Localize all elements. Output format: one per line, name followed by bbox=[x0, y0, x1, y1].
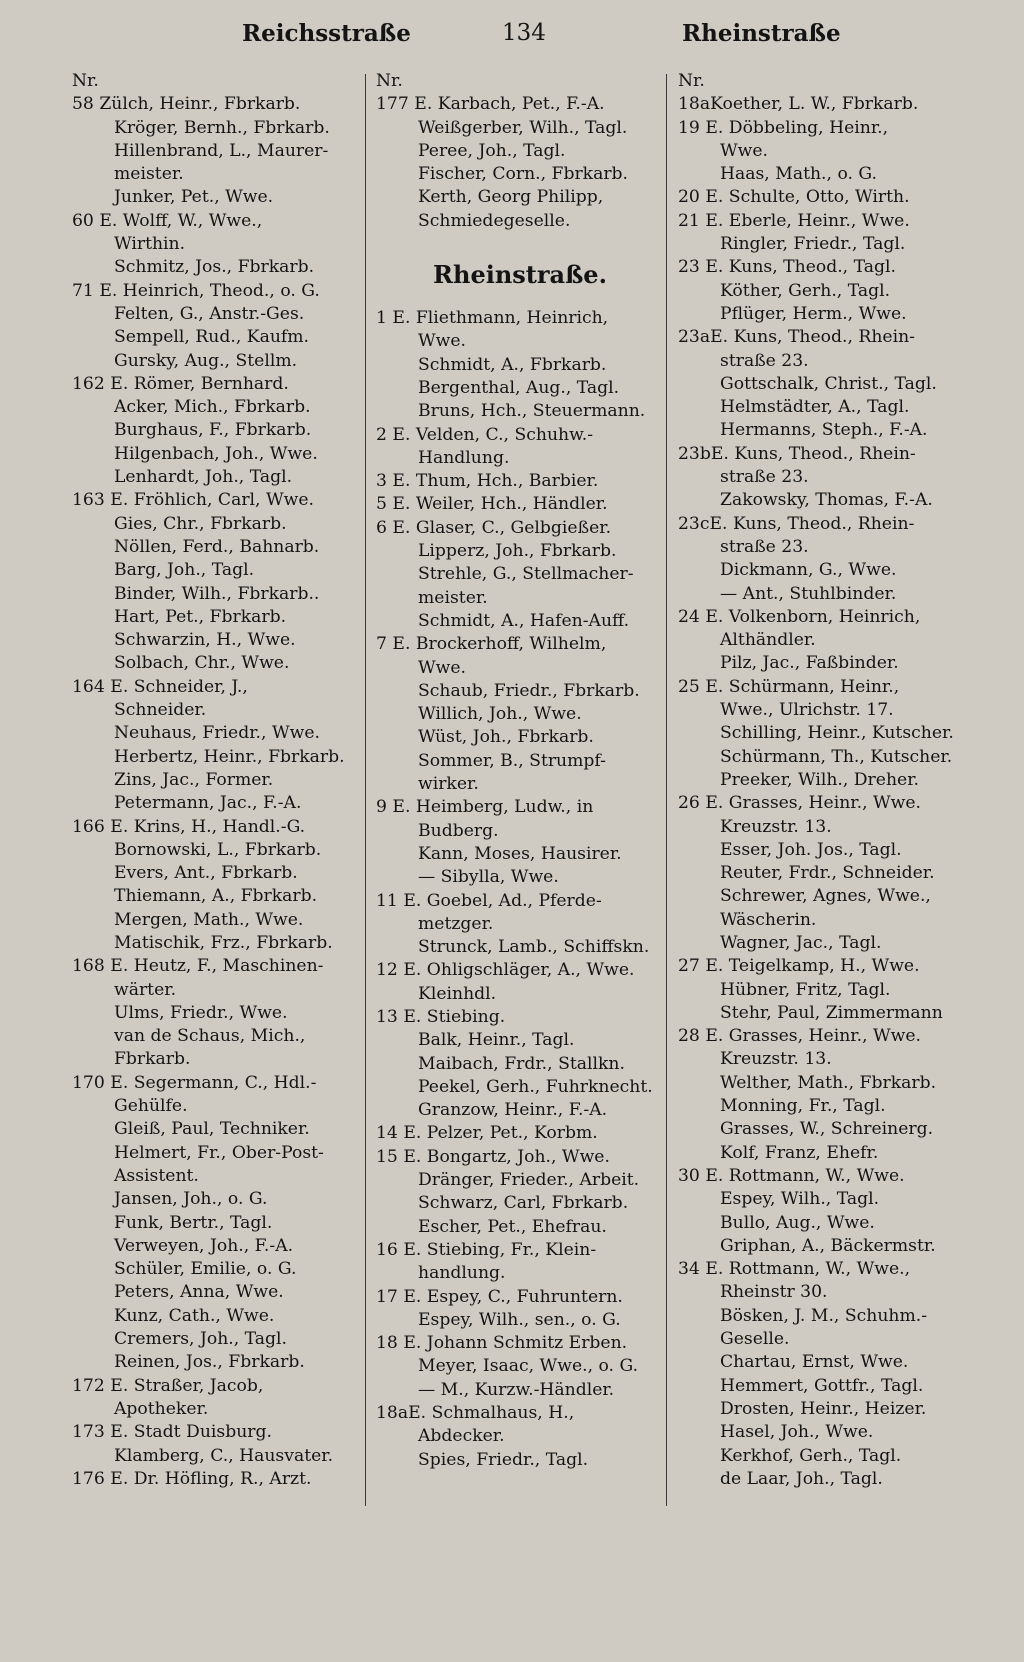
directory-entry: Granzow, Heinr., F.-A. bbox=[418, 1100, 608, 1121]
directory-entry: Sempell, Rud., Kaufm. bbox=[114, 327, 310, 348]
directory-entry: 18aKoether, L. W., Fbrkarb. bbox=[678, 94, 919, 115]
directory-entry: Weißgerber, Wilh., Tagl. bbox=[418, 117, 628, 138]
directory-entry: Bösken, J. M., Schuhm.- bbox=[720, 1305, 928, 1326]
directory-entry: Kann, Moses, Hausirer. bbox=[418, 843, 622, 864]
directory-entry: wirker. bbox=[418, 774, 479, 795]
directory-entry: Stehr, Paul, Zimmermann bbox=[720, 1002, 943, 1023]
directory-entry: Grasses, W., Schreinerg. bbox=[720, 1119, 934, 1140]
directory-entry: Funk, Bertr., Tagl. bbox=[114, 1212, 273, 1233]
directory-entry: Balk, Heinr., Tagl. bbox=[418, 1030, 575, 1051]
directory-entry: Escher, Pet., Ehefrau. bbox=[418, 1216, 607, 1237]
directory-entry: Zakowsky, Thomas, F.-A. bbox=[720, 490, 933, 511]
directory-entry: Nr. bbox=[376, 71, 403, 91]
directory-entry: Neuhaus, Friedr., Wwe. bbox=[114, 723, 320, 744]
directory-entry: Burghaus, F., Fbrkarb. bbox=[114, 420, 312, 441]
directory-entry: 60 E. Wolff, W., Wwe., bbox=[72, 210, 263, 231]
directory-entry: 163 E. Fröhlich, Carl, Wwe. bbox=[72, 490, 314, 511]
directory-entry: 16 E. Stiebing, Fr., Klein- bbox=[376, 1239, 597, 1260]
directory-entry: Schneider. bbox=[114, 700, 207, 721]
directory-entry: 17 E. Espey, C., Fuhruntern. bbox=[376, 1286, 623, 1307]
directory-entry: Gleiß, Paul, Techniker. bbox=[114, 1119, 310, 1140]
directory-entry: Strehle, G., Stellmacher- bbox=[418, 564, 634, 585]
directory-entry: Wirthin. bbox=[114, 234, 186, 255]
directory-entry: Barg, Joh., Tagl. bbox=[114, 560, 255, 581]
directory-entry: Nr. bbox=[678, 71, 705, 91]
directory-entry: 7 E. Brockerhoff, Wilhelm, bbox=[376, 634, 607, 655]
directory-entry: van de Schaus, Mich., bbox=[114, 1026, 306, 1047]
directory-entry: Schwarzin, H., Wwe. bbox=[114, 630, 296, 651]
directory-entry: Kröger, Bernh., Fbrkarb. bbox=[114, 117, 330, 138]
directory-entry: 177 E. Karbach, Pet., F.-A. bbox=[376, 94, 605, 115]
directory-entry: straße 23. bbox=[720, 350, 809, 371]
directory-entry: — Ant., Stuhlbinder. bbox=[720, 583, 897, 604]
directory-entry: Evers, Ant., Fbrkarb. bbox=[114, 863, 298, 884]
directory-entry: Schmitz, Jos., Fbrkarb. bbox=[114, 257, 315, 278]
directory-entry: 18 E. Johann Schmitz Erben. bbox=[376, 1333, 628, 1354]
column-divider-left bbox=[365, 74, 366, 1506]
directory-entry: Matischik, Frz., Fbrkarb. bbox=[114, 932, 333, 953]
directory-entry: Spies, Friedr., Tagl. bbox=[418, 1449, 589, 1470]
directory-entry: wärter. bbox=[114, 979, 177, 1000]
directory-entry: 58 Zülch, Heinr., Fbrkarb. bbox=[72, 94, 301, 115]
directory-entry: Wwe., Ulrichstr. 17. bbox=[720, 700, 894, 721]
directory-entry: meister. bbox=[418, 587, 488, 608]
directory-entry: Schmiedegeselle. bbox=[418, 210, 571, 231]
directory-entry: Dickmann, G., Wwe. bbox=[720, 560, 897, 581]
directory-entry: Bornowski, L., Fbrkarb. bbox=[114, 839, 322, 860]
directory-entry: straße 23. bbox=[720, 536, 809, 557]
directory-entry: Schilling, Heinr., Kutscher. bbox=[720, 723, 954, 744]
directory-entry: Gies, Chr., Fbrkarb. bbox=[114, 513, 287, 534]
directory-entry: Helmert, Fr., Ober-Post- bbox=[114, 1142, 324, 1163]
directory-entry: Köther, Gerh., Tagl. bbox=[720, 280, 891, 301]
directory-entry: 20 E. Schulte, Otto, Wirth. bbox=[678, 187, 910, 208]
directory-entry: Wäscherin. bbox=[720, 909, 817, 930]
directory-entry: — M., Kurzw.-Händler. bbox=[418, 1379, 615, 1400]
directory-entry: metzger. bbox=[418, 913, 494, 934]
directory-entry: 168 E. Heutz, F., Maschinen- bbox=[72, 956, 324, 977]
directory-entry: Fbrkarb. bbox=[114, 1049, 191, 1070]
directory-entry: 27 E. Teigelkamp, H., Wwe. bbox=[678, 956, 920, 977]
directory-entry: Abdecker. bbox=[418, 1426, 505, 1447]
directory-entry: Handlung. bbox=[418, 447, 510, 468]
directory-entry: Kreuzstr. 13. bbox=[720, 816, 832, 837]
column-2-bottom bbox=[376, 307, 664, 1472]
directory-entry: Hübner, Fritz, Tagl. bbox=[720, 979, 891, 1000]
directory-entry: 15 E. Bongartz, Joh., Wwe. bbox=[376, 1146, 610, 1167]
directory-entry: 19 E. Döbbeling, Heinr., bbox=[678, 117, 889, 138]
directory-entry: Nr. bbox=[72, 71, 99, 91]
directory-entry: Mergen, Math., Wwe. bbox=[114, 909, 304, 930]
directory-entry: — Sibylla, Wwe. bbox=[418, 867, 559, 888]
directory-entry: Solbach, Chr., Wwe. bbox=[114, 653, 290, 674]
directory-entry: 21 E. Eberle, Heinr., Wwe. bbox=[678, 210, 910, 231]
directory-entry: Schrewer, Agnes, Wwe., bbox=[720, 886, 931, 907]
directory-entry: Bruns, Hch., Steuermann. bbox=[418, 401, 646, 422]
directory-entry: Pilz, Jac., Faßbinder. bbox=[720, 653, 899, 674]
directory-entry: 24 E. Volkenborn, Heinrich, bbox=[678, 606, 921, 627]
directory-entry: 23cE. Kuns, Theod., Rhein- bbox=[678, 513, 915, 534]
directory-entry: Dränger, Frieder., Arbeit. bbox=[418, 1170, 640, 1191]
directory-entry: Kreuzstr. 13. bbox=[720, 1049, 832, 1070]
directory-entry: Binder, Wilh., Fbrkarb.. bbox=[114, 583, 320, 604]
directory-entry: Welther, Math., Fbrkarb. bbox=[720, 1072, 937, 1093]
directory-entry: 170 E. Segermann, C., Hdl.- bbox=[72, 1072, 317, 1093]
directory-entry: Haas, Math., o. G. bbox=[720, 164, 877, 185]
column-3 bbox=[678, 70, 968, 1491]
directory-entry: 172 E. Straßer, Jacob, bbox=[72, 1375, 264, 1396]
directory-entry: Hart, Pet., Fbrkarb. bbox=[114, 606, 287, 627]
directory-entry: straße 23. bbox=[720, 467, 809, 488]
directory-entry: Geselle. bbox=[720, 1329, 790, 1350]
directory-entry: Willich, Joh., Wwe. bbox=[418, 704, 582, 725]
directory-entry: Wwe. bbox=[418, 331, 467, 352]
directory-entry: 11 E. Goebel, Ad., Pferde- bbox=[376, 890, 602, 911]
directory-entry: Felten, G., Anstr.-Ges. bbox=[114, 303, 305, 324]
directory-entry: de Laar, Joh., Tagl. bbox=[720, 1468, 883, 1489]
street-heading: Rheinstraße. bbox=[433, 260, 607, 290]
column-1 bbox=[72, 70, 360, 1491]
directory-entry: Rheinstr 30. bbox=[720, 1282, 828, 1303]
directory-entry: 14 E. Pelzer, Pet., Korbm. bbox=[376, 1123, 598, 1144]
column-divider-right bbox=[666, 74, 667, 1506]
directory-entry: Kolf, Franz, Ehefr. bbox=[720, 1142, 879, 1163]
directory-entry: 28 E. Grasses, Heinr., Wwe. bbox=[678, 1026, 922, 1047]
directory-entry: Gehülfe. bbox=[114, 1096, 188, 1117]
directory-entry: Acker, Mich., Fbrkarb. bbox=[114, 397, 311, 418]
directory-entry: Monning, Fr., Tagl. bbox=[720, 1096, 886, 1117]
directory-entry: 13 E. Stiebing. bbox=[376, 1006, 506, 1027]
directory-entry: Peekel, Gerh., Fuhrknecht. bbox=[418, 1076, 653, 1097]
page-number: 134 bbox=[502, 20, 546, 46]
directory-entry: 6 E. Glaser, C., Gelbgießer. bbox=[376, 517, 612, 538]
directory-entry: Assistent. bbox=[114, 1165, 199, 1186]
directory-entry: 18aE. Schmalhaus, H., bbox=[376, 1403, 575, 1424]
directory-entry: Reinen, Jos., Fbrkarb. bbox=[114, 1352, 305, 1373]
directory-entry: Herbertz, Heinr., Fbrkarb. bbox=[114, 746, 345, 767]
directory-entry: 26 E. Grasses, Heinr., Wwe. bbox=[678, 793, 922, 814]
directory-entry: Esser, Joh. Jos., Tagl. bbox=[720, 839, 902, 860]
column-2 bbox=[376, 70, 664, 1472]
directory-entry: Sommer, B., Strumpf- bbox=[418, 750, 606, 771]
directory-entry: 5 E. Weiler, Hch., Händler. bbox=[376, 494, 608, 515]
directory-entry: 176 E. Dr. Höfling, R., Arzt. bbox=[72, 1468, 312, 1489]
directory-entry: handlung. bbox=[418, 1263, 506, 1284]
directory-entry: meister. bbox=[114, 164, 184, 185]
directory-entry: 23bE. Kuns, Theod., Rhein- bbox=[678, 443, 916, 464]
directory-entry: Lenhardt, Joh., Tagl. bbox=[114, 467, 293, 488]
directory-entry: Peters, Anna, Wwe. bbox=[114, 1282, 284, 1303]
directory-entry: Espey, Wilh., Tagl. bbox=[720, 1189, 880, 1210]
directory-entry: Peree, Joh., Tagl. bbox=[418, 140, 566, 161]
directory-entry: Strunck, Lamb., Schiffskn. bbox=[418, 937, 650, 958]
directory-entry: 3 E. Thum, Hch., Barbier. bbox=[376, 471, 599, 492]
directory-entry: Ringler, Friedr., Tagl. bbox=[720, 234, 906, 255]
directory-entry: Pflüger, Herm., Wwe. bbox=[720, 303, 907, 324]
directory-entry: Jansen, Joh., o. G. bbox=[114, 1189, 268, 1210]
directory-entry: Bullo, Aug., Wwe. bbox=[720, 1212, 875, 1233]
directory-entry: Hasel, Joh., Wwe. bbox=[720, 1422, 874, 1443]
directory-entry: Zins, Jac., Former. bbox=[114, 769, 274, 790]
directory-entry: Gursky, Aug., Stellm. bbox=[114, 350, 298, 371]
directory-entry: Schmidt, A., Hafen-Auff. bbox=[418, 610, 630, 631]
directory-entry: Reuter, Frdr., Schneider. bbox=[720, 863, 935, 884]
directory-entry: Junker, Pet., Wwe. bbox=[114, 187, 274, 208]
directory-entry: Lipperz, Joh., Fbrkarb. bbox=[418, 541, 617, 562]
directory-entry: Chartau, Ernst, Wwe. bbox=[720, 1352, 909, 1373]
directory-entry: Kunz, Cath., Wwe. bbox=[114, 1305, 275, 1326]
directory-entry: Schmidt, A., Fbrkarb. bbox=[418, 354, 607, 375]
directory-entry: Kleinhdl. bbox=[418, 983, 497, 1004]
directory-entry: Ulms, Friedr., Wwe. bbox=[114, 1002, 288, 1023]
directory-entry: Helmstädter, A., Tagl. bbox=[720, 397, 910, 418]
directory-entry: Cremers, Joh., Tagl. bbox=[114, 1329, 288, 1350]
directory-entry: Wwe. bbox=[720, 140, 769, 161]
directory-entry: Preeker, Wilh., Dreher. bbox=[720, 769, 919, 790]
directory-entry: Gottschalk, Christ., Tagl. bbox=[720, 373, 937, 394]
directory-entry: 1 E. Fliethmann, Heinrich, bbox=[376, 308, 609, 329]
directory-entry: Espey, Wilh., sen., o. G. bbox=[418, 1309, 621, 1330]
directory-entry: Budberg. bbox=[418, 820, 499, 841]
header-street-right: Rheinstraße bbox=[682, 20, 841, 47]
directory-entry: Althändler. bbox=[720, 630, 816, 651]
directory-entry: Apotheker. bbox=[114, 1398, 209, 1419]
directory-entry: 173 E. Stadt Duisburg. bbox=[72, 1422, 272, 1443]
directory-entry: Kerth, Georg Philipp, bbox=[418, 187, 604, 208]
directory-entry: 12 E. Ohligschläger, A., Wwe. bbox=[376, 960, 635, 981]
directory-entry: Hilgenbach, Joh., Wwe. bbox=[114, 443, 318, 464]
directory-entry: Schürmann, Th., Kutscher. bbox=[720, 746, 953, 767]
directory-entry: 9 E. Heimberg, Ludw., in bbox=[376, 797, 594, 818]
directory-entry: Hermanns, Steph., F.-A. bbox=[720, 420, 928, 441]
directory-entry: Schwarz, Carl, Fbrkarb. bbox=[418, 1193, 629, 1214]
directory-entry: Nöllen, Ferd., Bahnarb. bbox=[114, 536, 320, 557]
directory-entry: Hemmert, Gottfr., Tagl. bbox=[720, 1375, 924, 1396]
directory-entry: Petermann, Jac., F.-A. bbox=[114, 793, 302, 814]
directory-entry: 23 E. Kuns, Theod., Tagl. bbox=[678, 257, 896, 278]
directory-entry: Wwe. bbox=[418, 657, 467, 678]
directory-entry: Verweyen, Joh., F.-A. bbox=[114, 1235, 294, 1256]
directory-entry: 2 E. Velden, C., Schuhw.- bbox=[376, 424, 594, 445]
directory-entry: Drosten, Heinr., Heizer. bbox=[720, 1398, 927, 1419]
directory-entry: Klamberg, C., Hausvater. bbox=[114, 1445, 334, 1466]
column-2-top bbox=[376, 70, 664, 233]
directory-entry: 30 E. Rottmann, W., Wwe. bbox=[678, 1165, 905, 1186]
directory-entry: 71 E. Heinrich, Theod., o. G. bbox=[72, 280, 320, 301]
directory-entry: Bergenthal, Aug., Tagl. bbox=[418, 377, 620, 398]
directory-entry: 23aE. Kuns, Theod., Rhein- bbox=[678, 327, 915, 348]
directory-entry: Hillenbrand, L., Maurer- bbox=[114, 140, 329, 161]
header-street-left: Reichsstraße bbox=[242, 20, 411, 47]
directory-entry: 34 E. Rottmann, W., Wwe., bbox=[678, 1259, 911, 1280]
directory-entry: Schaub, Friedr., Fbrkarb. bbox=[418, 680, 640, 701]
directory-entry: Maibach, Frdr., Stallkn. bbox=[418, 1053, 625, 1074]
directory-entry: Schüler, Emilie, o. G. bbox=[114, 1259, 297, 1280]
directory-entry: Meyer, Isaac, Wwe., o. G. bbox=[418, 1356, 639, 1377]
directory-entry: 164 E. Schneider, J., bbox=[72, 676, 248, 697]
directory-entry: Wagner, Jac., Tagl. bbox=[720, 932, 882, 953]
directory-entry: 25 E. Schürmann, Heinr., bbox=[678, 676, 900, 697]
directory-entry: Fischer, Corn., Fbrkarb. bbox=[418, 164, 629, 185]
directory-entry: Kerkhof, Gerh., Tagl. bbox=[720, 1445, 902, 1466]
directory-entry: Thiemann, A., Fbrkarb. bbox=[114, 886, 318, 907]
directory-entry: 162 E. Römer, Bernhard. bbox=[72, 373, 289, 394]
directory-entry: Griphan, A., Bäckermstr. bbox=[720, 1235, 936, 1256]
directory-entry: 166 E. Krins, H., Handl.-G. bbox=[72, 816, 306, 837]
directory-entry: Wüst, Joh., Fbrkarb. bbox=[418, 727, 594, 748]
